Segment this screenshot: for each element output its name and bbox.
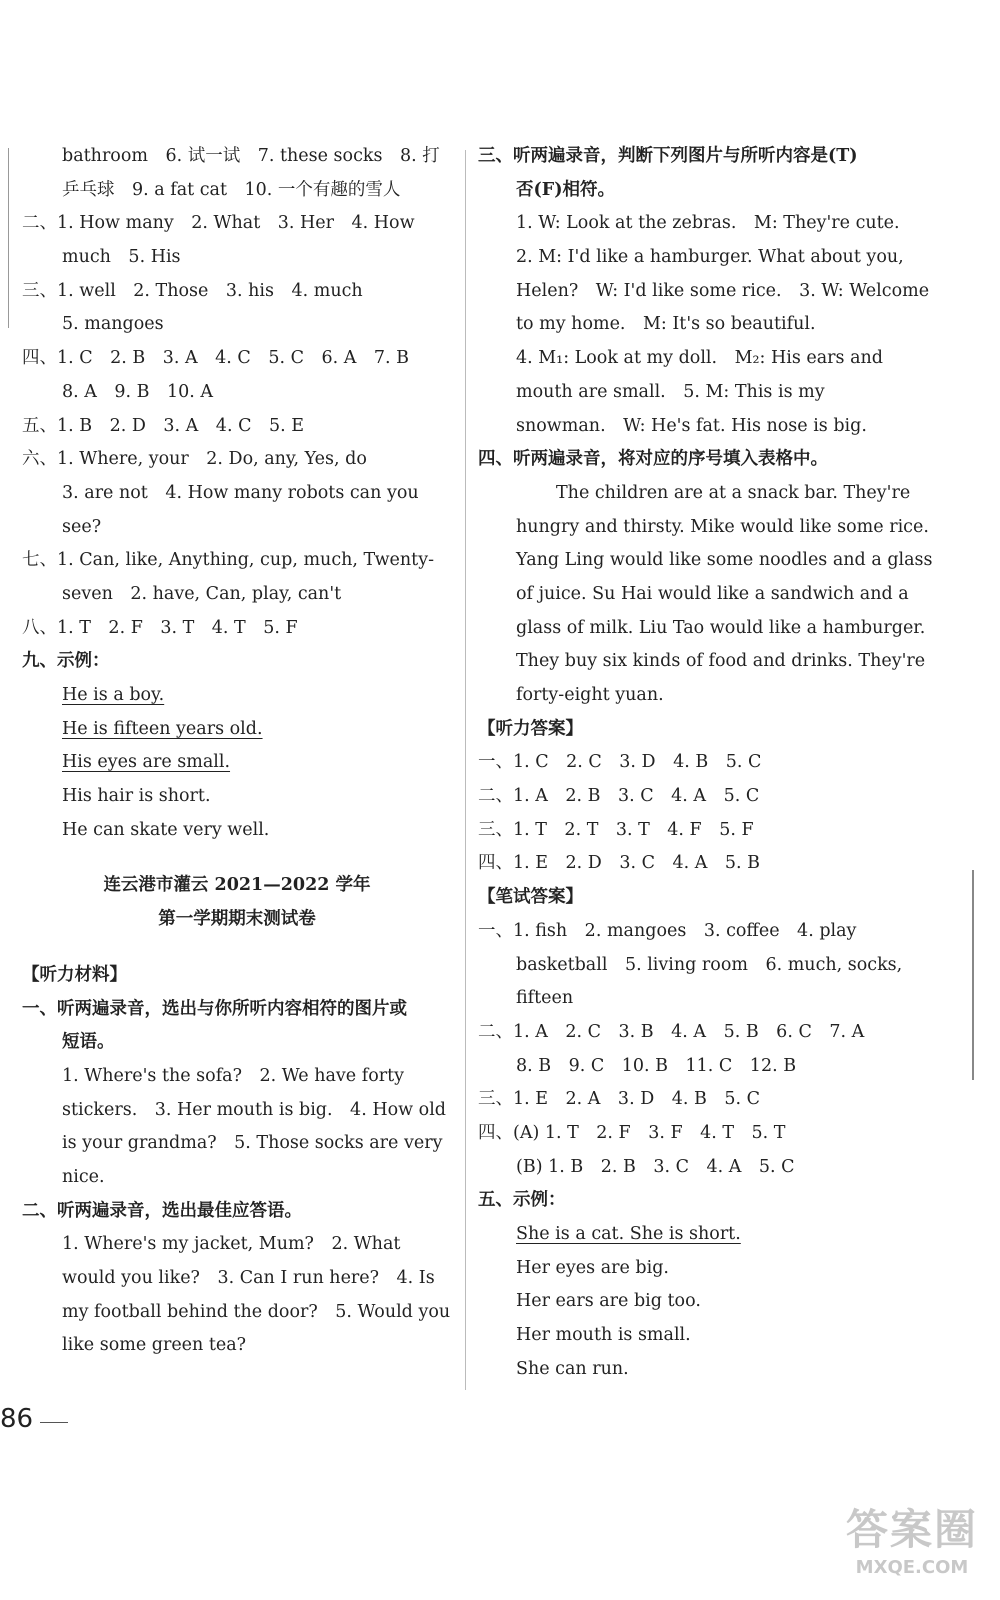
- answer-line: (B) 1. B 2. B 3. C 4. A 5. C: [516, 1156, 795, 1177]
- answer-line: 二、1. How many 2. What 3. Her 4. How: [22, 213, 415, 234]
- passage-line: forty-eight yuan.: [516, 685, 664, 705]
- example-sentence: He is a boy.: [62, 685, 165, 705]
- section-heading: 九、示例：: [22, 651, 110, 672]
- example-sentence: She is a cat. She is short.: [516, 1224, 741, 1244]
- section-heading: 【听力答案】: [478, 718, 583, 739]
- answer-line: 四、(A) 1. T 2. F 3. F 4. T 5. T: [478, 1122, 786, 1143]
- section-heading: 四、听两遍录音，将对应的序号填入表格中。: [478, 449, 828, 470]
- passage-line: hungry and thirsty. Mike would like some rice.: [516, 516, 929, 537]
- section-heading: 【笔试答案】: [478, 887, 583, 908]
- test-title-line-1: 连云港市灌云 2021—2022 学年: [103, 875, 371, 896]
- answer-line: 乒乓球 9. a fat cat 10. 一个有趣的雪人: [62, 179, 401, 200]
- answer-line: 3. are not 4. How many robots can you: [62, 482, 419, 503]
- script-line: 1. Where's the sofa? 2. We have forty: [62, 1065, 405, 1086]
- watermark-logo: [846, 1497, 978, 1578]
- passage-line: Yang Ling would like some noodles and a glass: [516, 550, 933, 571]
- script-line: nice.: [62, 1166, 105, 1187]
- answer-line: 8. B 9. C 10. B 11. C 12. B: [516, 1055, 797, 1076]
- answer-line: 五、1. B 2. D 3. A 4. C 5. E: [22, 415, 304, 436]
- example-sentence: He is fifteen years old.: [62, 718, 263, 739]
- example-sentence: His hair is short.: [62, 786, 211, 807]
- script-line: 4. M₁: Look at my doll. M₂: His ears and: [516, 348, 883, 369]
- page-number-dash: [40, 1422, 68, 1423]
- answer-line: 二、1. A 2. C 3. B 4. A 5. B 6. C 7. A: [478, 1021, 865, 1042]
- section-heading: 五、示例：: [478, 1190, 566, 1211]
- script-line: 2. M: I'd like a hamburger. What about you,: [516, 247, 904, 268]
- answer-line: seven 2. have, Can, play, can't: [62, 583, 342, 604]
- section-heading: 三、听两遍录音，判断下列图片与所听内容是(T): [478, 146, 858, 166]
- answer-line: fifteen: [516, 988, 574, 1009]
- answer-line: much 5. His: [62, 247, 181, 268]
- answer-line: 八、1. T 2. F 3. T 4. T 5. F: [22, 617, 298, 638]
- left-margin-rule: [8, 148, 9, 328]
- passage-line: They buy six kinds of food and drinks. They're: [516, 651, 926, 672]
- example-sentence: He can skate very well.: [62, 819, 270, 840]
- script-line: would you like? 3. Can I run here? 4. Is: [62, 1268, 435, 1288]
- answer-line: 七、1. Can, like, Anything, cup, much, Twenty-: [22, 550, 435, 571]
- script-line: 1. Where's my jacket, Mum? 2. What: [62, 1234, 401, 1255]
- section-heading: 一、听两遍录音，选出与你所听内容相符的图片或: [22, 998, 407, 1019]
- script-line: is your grandma? 5. Those socks are very: [62, 1133, 443, 1154]
- watermark-text: 答案圈: [845, 1505, 978, 1554]
- script-line: mouth are small. 5. M: This is my: [516, 381, 825, 402]
- answer-line: 四、1. E 2. D 3. C 4. A 5. B: [478, 853, 760, 874]
- answer-line: bathroom 6. 试一试 7. these socks 8. 打: [62, 146, 440, 166]
- answer-line: 三、1. E 2. A 3. D 4. B 5. C: [478, 1089, 760, 1110]
- example-sentence: Her eyes are big.: [516, 1257, 669, 1278]
- right-edge-mark: [972, 870, 974, 1080]
- column-divider: [465, 150, 466, 1390]
- test-title-line-2: 第一学期期末测试卷: [158, 909, 316, 930]
- example-sentence: Her mouth is small.: [516, 1325, 691, 1346]
- passage-line: glass of milk. Liu Tao would like a hamburger.: [516, 617, 926, 638]
- script-line: snowman. W: He's fat. His nose is big.: [516, 415, 867, 436]
- example-sentence: She can run.: [516, 1358, 629, 1379]
- answer-line: 5. mangoes: [62, 314, 164, 335]
- script-line: my football behind the door? 5. Would you: [62, 1301, 451, 1322]
- section-heading: 短语。: [62, 1032, 115, 1053]
- section-heading: 二、听两遍录音，选出最佳应答语。: [22, 1200, 302, 1221]
- answer-line: 六、1. Where, your 2. Do, any, Yes, do: [22, 449, 367, 470]
- passage-line: of juice. Su Hai would like a sandwich and a: [516, 583, 909, 604]
- answer-line: basketball 5. living room 6. much, socks,: [516, 954, 903, 975]
- answer-line: 一、1. fish 2. mangoes 3. coffee 4. play: [478, 920, 857, 941]
- script-line: 1. W: Look at the zebras. M: They're cute.: [516, 213, 900, 234]
- example-sentence: His eyes are small.: [62, 752, 231, 773]
- script-line: Helen? W: I'd like some rice. 3. W: Welcome: [516, 280, 930, 301]
- section-heading: 否(F)相符。: [516, 179, 615, 200]
- left-column: [22, 140, 452, 1363]
- answer-line: 8. A 9. B 10. A: [62, 381, 214, 402]
- page-number: 86: [0, 1404, 34, 1434]
- script-line: to my home. M: It's so beautiful.: [516, 314, 816, 335]
- passage-line: The children are at a snack bar. They're: [556, 482, 911, 503]
- answer-line: 三、1. well 2. Those 3. his 4. much: [22, 280, 363, 301]
- script-line: stickers. 3. Her mouth is big. 4. How old: [62, 1099, 446, 1120]
- watermark-url: MXQE.COM: [855, 1557, 969, 1578]
- right-column: [478, 140, 933, 1386]
- section-heading: 【听力材料】: [22, 964, 127, 985]
- script-line: like some green tea?: [62, 1335, 247, 1356]
- answer-line: 三、1. T 2. T 3. T 4. F 5. F: [478, 819, 754, 840]
- answer-line: 一、1. C 2. C 3. D 4. B 5. C: [478, 752, 762, 773]
- answer-line: 四、1. C 2. B 3. A 4. C 5. C 6. A 7. B: [22, 348, 409, 369]
- answer-line: 二、1. A 2. B 3. C 4. A 5. C: [478, 786, 760, 807]
- answer-line: see?: [62, 516, 102, 537]
- example-sentence: Her ears are big too.: [516, 1291, 701, 1312]
